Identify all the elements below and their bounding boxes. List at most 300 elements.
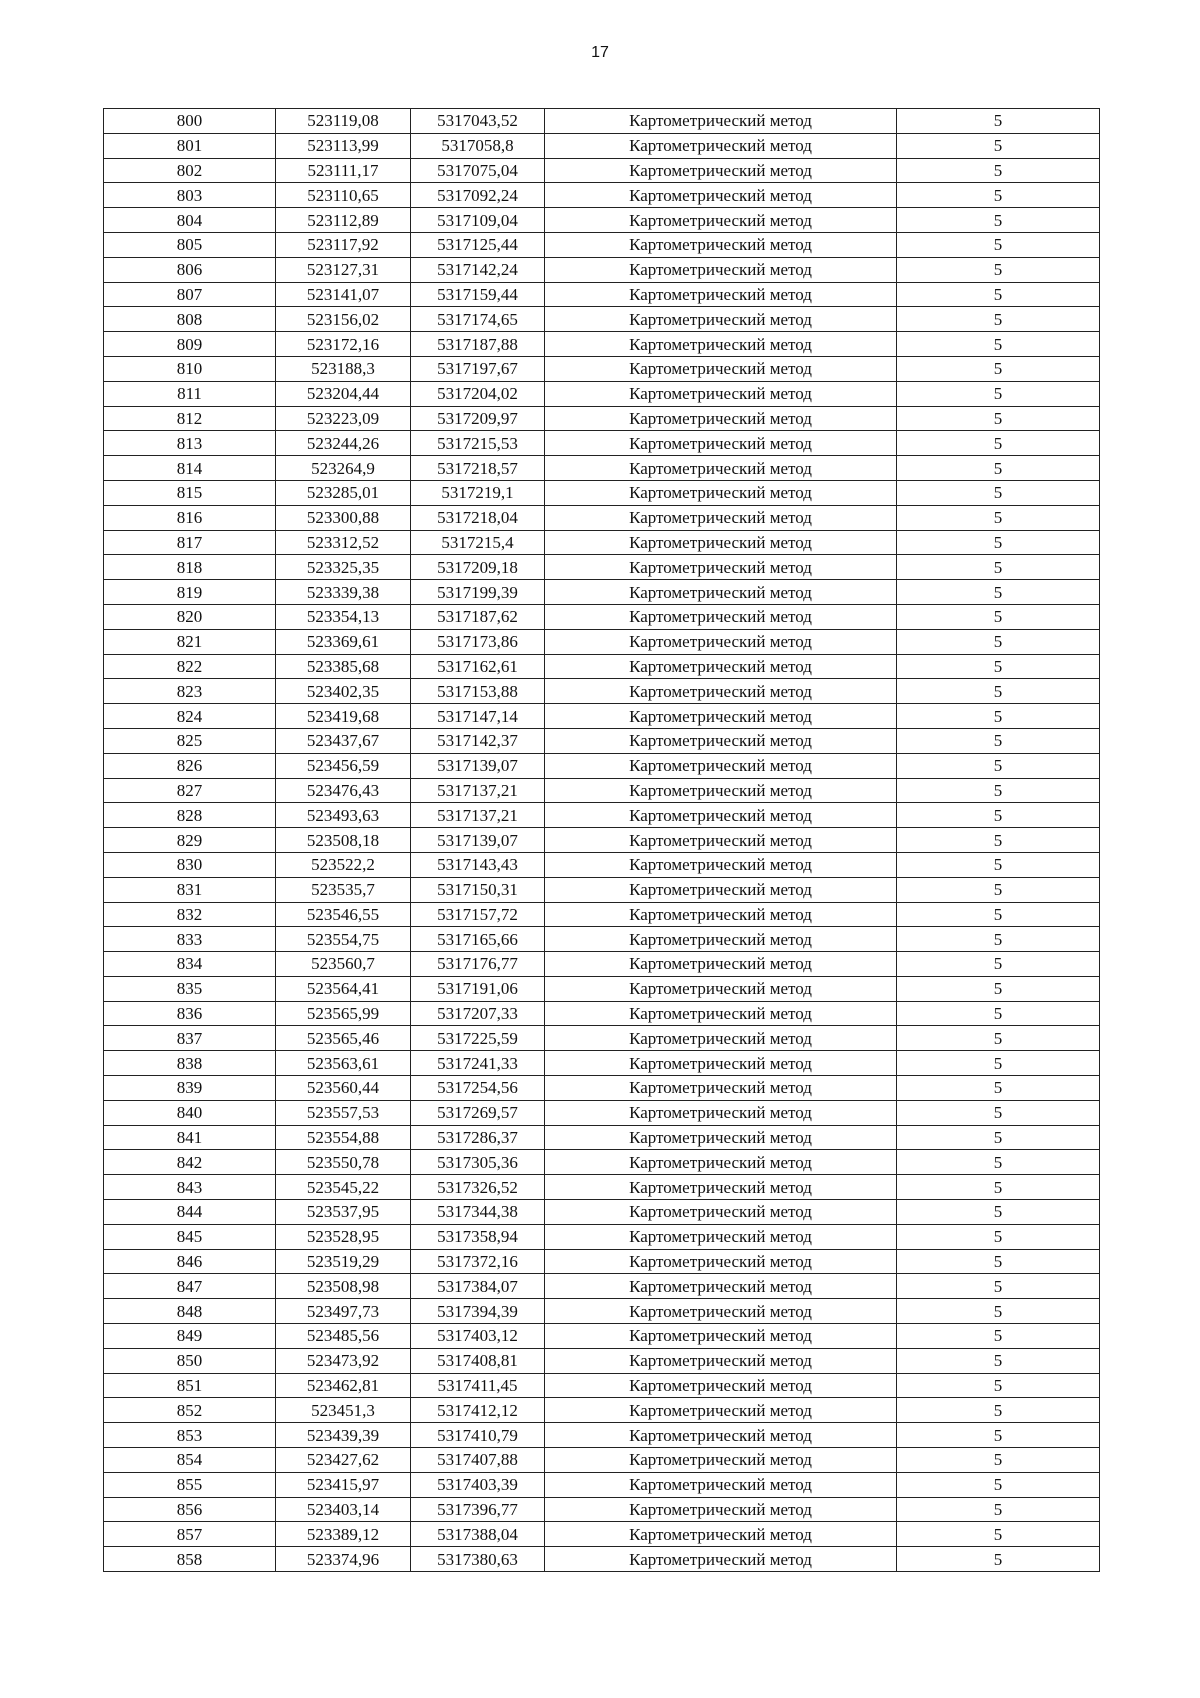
- table-row: [104, 109, 1100, 134]
- accuracy-cell: 5: [897, 753, 1100, 778]
- coordinate-x-cell: 523339,38: [276, 580, 411, 605]
- point-number-cell: 816: [104, 505, 276, 530]
- table-row: [104, 1175, 1100, 1200]
- coordinate-y-cell: 5317058,8: [411, 133, 545, 158]
- table-row: [104, 1001, 1100, 1026]
- accuracy-cell: 5: [897, 828, 1100, 853]
- coordinate-x-cell: 523473,92: [276, 1348, 411, 1373]
- coordinate-x-cell: 523528,95: [276, 1224, 411, 1249]
- coordinate-x-cell: 523354,13: [276, 604, 411, 629]
- coordinate-y-cell: 5317344,38: [411, 1200, 545, 1225]
- table-row: [104, 803, 1100, 828]
- table-row: [104, 1324, 1100, 1349]
- table-row: [104, 1125, 1100, 1150]
- coordinate-y-cell: 5317403,12: [411, 1324, 545, 1349]
- method-cell: Картометрический метод: [545, 852, 897, 877]
- coordinate-y-cell: 5317204,02: [411, 381, 545, 406]
- table-row: [104, 1423, 1100, 1448]
- table-row: [104, 406, 1100, 431]
- point-number-cell: 832: [104, 902, 276, 927]
- coordinate-x-cell: 523550,78: [276, 1150, 411, 1175]
- method-cell: Картометрический метод: [545, 604, 897, 629]
- method-cell: Картометрический метод: [545, 332, 897, 357]
- method-cell: Картометрический метод: [545, 381, 897, 406]
- coordinate-y-cell: 5317199,39: [411, 580, 545, 605]
- point-number-cell: 824: [104, 704, 276, 729]
- accuracy-cell: 5: [897, 232, 1100, 257]
- point-number-cell: 853: [104, 1423, 276, 1448]
- coordinate-x-cell: 523117,92: [276, 232, 411, 257]
- page-number: 17: [591, 44, 609, 61]
- coordinate-y-cell: 5317191,06: [411, 976, 545, 1001]
- coordinate-y-cell: 5317153,88: [411, 679, 545, 704]
- accuracy-cell: 5: [897, 456, 1100, 481]
- table-row: [104, 381, 1100, 406]
- accuracy-cell: 5: [897, 381, 1100, 406]
- table-row: [104, 133, 1100, 158]
- method-cell: Картометрический метод: [545, 704, 897, 729]
- accuracy-cell: 5: [897, 679, 1100, 704]
- table-row: [104, 1274, 1100, 1299]
- coordinate-x-cell: 523439,39: [276, 1423, 411, 1448]
- method-cell: Картометрический метод: [545, 133, 897, 158]
- method-cell: Картометрический метод: [545, 1076, 897, 1101]
- coordinate-y-cell: 5317142,37: [411, 728, 545, 753]
- table-row: [104, 1348, 1100, 1373]
- coordinate-x-cell: 523127,31: [276, 257, 411, 282]
- method-cell: Картометрический метод: [545, 1348, 897, 1373]
- table-row: [104, 604, 1100, 629]
- coordinate-x-cell: 523312,52: [276, 530, 411, 555]
- accuracy-cell: 5: [897, 902, 1100, 927]
- coordinate-x-cell: 523188,3: [276, 356, 411, 381]
- point-number-cell: 809: [104, 332, 276, 357]
- coordinate-x-cell: 523403,14: [276, 1497, 411, 1522]
- coordinate-x-cell: 523557,53: [276, 1100, 411, 1125]
- point-number-cell: 822: [104, 654, 276, 679]
- coordinate-x-cell: 523112,89: [276, 208, 411, 233]
- coordinate-x-cell: 523462,81: [276, 1373, 411, 1398]
- coordinate-x-cell: 523110,65: [276, 183, 411, 208]
- accuracy-cell: 5: [897, 1125, 1100, 1150]
- coordinate-y-cell: 5317139,07: [411, 828, 545, 853]
- point-number-cell: 827: [104, 778, 276, 803]
- coordinate-x-cell: 523545,22: [276, 1175, 411, 1200]
- coordinate-x-cell: 523389,12: [276, 1522, 411, 1547]
- accuracy-cell: 5: [897, 1497, 1100, 1522]
- coordinate-y-cell: 5317384,07: [411, 1274, 545, 1299]
- coordinate-y-cell: 5317139,07: [411, 753, 545, 778]
- accuracy-cell: 5: [897, 406, 1100, 431]
- coordinate-x-cell: 523451,3: [276, 1398, 411, 1423]
- coordinate-x-cell: 523560,7: [276, 952, 411, 977]
- table-row: [104, 1472, 1100, 1497]
- point-number-cell: 819: [104, 580, 276, 605]
- method-cell: Картометрический метод: [545, 456, 897, 481]
- table-row: [104, 456, 1100, 481]
- point-number-cell: 849: [104, 1324, 276, 1349]
- method-cell: Картометрический метод: [545, 183, 897, 208]
- point-number-cell: 838: [104, 1051, 276, 1076]
- method-cell: Картометрический метод: [545, 580, 897, 605]
- point-number-cell: 855: [104, 1472, 276, 1497]
- coordinate-x-cell: 523204,44: [276, 381, 411, 406]
- coordinate-y-cell: 5317408,81: [411, 1348, 545, 1373]
- table-row: [104, 282, 1100, 307]
- method-cell: Картометрический метод: [545, 1398, 897, 1423]
- table-row: [104, 356, 1100, 381]
- method-cell: Картометрический метод: [545, 654, 897, 679]
- coordinate-y-cell: 5317218,57: [411, 456, 545, 481]
- coordinate-x-cell: 523325,35: [276, 555, 411, 580]
- method-cell: Картометрический метод: [545, 1001, 897, 1026]
- accuracy-cell: 5: [897, 257, 1100, 282]
- coordinate-x-cell: 523546,55: [276, 902, 411, 927]
- method-cell: Картометрический метод: [545, 927, 897, 952]
- coordinate-x-cell: 523223,09: [276, 406, 411, 431]
- coordinate-y-cell: 5317410,79: [411, 1423, 545, 1448]
- coordinate-y-cell: 5317187,62: [411, 604, 545, 629]
- table-row: [104, 555, 1100, 580]
- point-number-cell: 814: [104, 456, 276, 481]
- table-row: [104, 208, 1100, 233]
- method-cell: Картометрический метод: [545, 803, 897, 828]
- point-number-cell: 806: [104, 257, 276, 282]
- table-row: [104, 778, 1100, 803]
- point-number-cell: 836: [104, 1001, 276, 1026]
- method-cell: Картометрический метод: [545, 877, 897, 902]
- coordinate-x-cell: 523156,02: [276, 307, 411, 332]
- method-cell: Картометрический метод: [545, 1051, 897, 1076]
- coordinate-x-cell: 523119,08: [276, 109, 411, 134]
- coordinate-y-cell: 5317165,66: [411, 927, 545, 952]
- point-number-cell: 826: [104, 753, 276, 778]
- accuracy-cell: 5: [897, 133, 1100, 158]
- coordinate-x-cell: 523535,7: [276, 877, 411, 902]
- point-number-cell: 815: [104, 480, 276, 505]
- accuracy-cell: 5: [897, 1423, 1100, 1448]
- point-number-cell: 842: [104, 1150, 276, 1175]
- coordinate-y-cell: 5317162,61: [411, 654, 545, 679]
- coordinate-y-cell: 5317219,1: [411, 480, 545, 505]
- table-row: [104, 431, 1100, 456]
- method-cell: Картометрический метод: [545, 1299, 897, 1324]
- point-number-cell: 848: [104, 1299, 276, 1324]
- table-row: [104, 679, 1100, 704]
- coordinate-y-cell: 5317187,88: [411, 332, 545, 357]
- coordinate-x-cell: 523565,99: [276, 1001, 411, 1026]
- coordinate-x-cell: 523300,88: [276, 505, 411, 530]
- coordinate-x-cell: 523402,35: [276, 679, 411, 704]
- point-number-cell: 807: [104, 282, 276, 307]
- method-cell: Картометрический метод: [545, 1373, 897, 1398]
- coordinate-x-cell: 523285,01: [276, 480, 411, 505]
- table-row: [104, 852, 1100, 877]
- point-number-cell: 856: [104, 1497, 276, 1522]
- point-number-cell: 844: [104, 1200, 276, 1225]
- accuracy-cell: 5: [897, 778, 1100, 803]
- table-row: [104, 530, 1100, 555]
- point-number-cell: 810: [104, 356, 276, 381]
- coordinate-y-cell: 5317157,72: [411, 902, 545, 927]
- method-cell: Картометрический метод: [545, 1423, 897, 1448]
- point-number-cell: 847: [104, 1274, 276, 1299]
- coordinate-x-cell: 523141,07: [276, 282, 411, 307]
- coordinate-x-cell: 523476,43: [276, 778, 411, 803]
- point-number-cell: 857: [104, 1522, 276, 1547]
- table-row: [104, 1051, 1100, 1076]
- coordinate-y-cell: 5317215,4: [411, 530, 545, 555]
- coordinate-y-cell: 5317254,56: [411, 1076, 545, 1101]
- point-number-cell: 804: [104, 208, 276, 233]
- coordinate-x-cell: 523369,61: [276, 629, 411, 654]
- table-row: [104, 629, 1100, 654]
- table-row: [104, 1200, 1100, 1225]
- table-row: [104, 505, 1100, 530]
- coordinate-y-cell: 5317043,52: [411, 109, 545, 134]
- method-cell: Картометрический метод: [545, 1522, 897, 1547]
- coordinate-y-cell: 5317286,37: [411, 1125, 545, 1150]
- accuracy-cell: 5: [897, 307, 1100, 332]
- point-number-cell: 821: [104, 629, 276, 654]
- method-cell: Картометрический метод: [545, 952, 897, 977]
- coordinate-x-cell: 523522,2: [276, 852, 411, 877]
- method-cell: Картометрический метод: [545, 1150, 897, 1175]
- accuracy-cell: 5: [897, 1324, 1100, 1349]
- point-number-cell: 840: [104, 1100, 276, 1125]
- point-number-cell: 839: [104, 1076, 276, 1101]
- table-row: [104, 1497, 1100, 1522]
- coordinate-x-cell: 523554,75: [276, 927, 411, 952]
- coordinates-table-body: [104, 109, 1100, 1572]
- point-number-cell: 811: [104, 381, 276, 406]
- table-row: [104, 1522, 1100, 1547]
- coordinate-x-cell: 523264,9: [276, 456, 411, 481]
- point-number-cell: 830: [104, 852, 276, 877]
- method-cell: Картометрический метод: [545, 109, 897, 134]
- method-cell: Картометрический метод: [545, 555, 897, 580]
- accuracy-cell: 5: [897, 952, 1100, 977]
- coordinate-y-cell: 5317150,31: [411, 877, 545, 902]
- accuracy-cell: 5: [897, 183, 1100, 208]
- accuracy-cell: 5: [897, 604, 1100, 629]
- method-cell: Картометрический метод: [545, 1547, 897, 1572]
- coordinate-y-cell: 5317109,04: [411, 208, 545, 233]
- point-number-cell: 843: [104, 1175, 276, 1200]
- coordinate-y-cell: 5317207,33: [411, 1001, 545, 1026]
- point-number-cell: 854: [104, 1448, 276, 1473]
- accuracy-cell: 5: [897, 431, 1100, 456]
- table-row: [104, 902, 1100, 927]
- point-number-cell: 812: [104, 406, 276, 431]
- method-cell: Картометрический метод: [545, 1249, 897, 1274]
- method-cell: Картометрический метод: [545, 629, 897, 654]
- table-row: [104, 1249, 1100, 1274]
- method-cell: Картометрический метод: [545, 1224, 897, 1249]
- method-cell: Картометрический метод: [545, 728, 897, 753]
- accuracy-cell: 5: [897, 1472, 1100, 1497]
- coordinate-y-cell: 5317403,39: [411, 1472, 545, 1497]
- coordinate-y-cell: 5317326,52: [411, 1175, 545, 1200]
- coordinate-y-cell: 5317241,33: [411, 1051, 545, 1076]
- coordinate-y-cell: 5317305,36: [411, 1150, 545, 1175]
- coordinate-y-cell: 5317411,45: [411, 1373, 545, 1398]
- coordinate-x-cell: 523374,96: [276, 1547, 411, 1572]
- coordinate-y-cell: 5317075,04: [411, 158, 545, 183]
- coordinate-y-cell: 5317225,59: [411, 1026, 545, 1051]
- coordinate-x-cell: 523113,99: [276, 133, 411, 158]
- point-number-cell: 834: [104, 952, 276, 977]
- method-cell: Картометрический метод: [545, 753, 897, 778]
- point-number-cell: 828: [104, 803, 276, 828]
- point-number-cell: 851: [104, 1373, 276, 1398]
- accuracy-cell: 5: [897, 530, 1100, 555]
- accuracy-cell: 5: [897, 356, 1100, 381]
- table-row: [104, 1299, 1100, 1324]
- point-number-cell: 817: [104, 530, 276, 555]
- coordinate-y-cell: 5317372,16: [411, 1249, 545, 1274]
- coordinate-y-cell: 5317209,97: [411, 406, 545, 431]
- table-row: [104, 877, 1100, 902]
- accuracy-cell: 5: [897, 282, 1100, 307]
- point-number-cell: 825: [104, 728, 276, 753]
- method-cell: Картометрический метод: [545, 1324, 897, 1349]
- coordinate-x-cell: 523456,59: [276, 753, 411, 778]
- coordinate-y-cell: 5317092,24: [411, 183, 545, 208]
- table-row: [104, 828, 1100, 853]
- accuracy-cell: 5: [897, 1001, 1100, 1026]
- accuracy-cell: 5: [897, 1398, 1100, 1423]
- coordinate-x-cell: 523427,62: [276, 1448, 411, 1473]
- coordinate-x-cell: 523554,88: [276, 1125, 411, 1150]
- coordinate-y-cell: 5317197,67: [411, 356, 545, 381]
- accuracy-cell: 5: [897, 1051, 1100, 1076]
- table-row: [104, 1076, 1100, 1101]
- accuracy-cell: 5: [897, 704, 1100, 729]
- point-number-cell: 820: [104, 604, 276, 629]
- accuracy-cell: 5: [897, 1026, 1100, 1051]
- coordinate-y-cell: 5317137,21: [411, 803, 545, 828]
- method-cell: Картометрический метод: [545, 679, 897, 704]
- table-row: [104, 952, 1100, 977]
- method-cell: Картометрический метод: [545, 1175, 897, 1200]
- method-cell: Картометрический метод: [545, 1472, 897, 1497]
- coordinate-y-cell: 5317407,88: [411, 1448, 545, 1473]
- point-number-cell: 801: [104, 133, 276, 158]
- method-cell: Картометрический метод: [545, 530, 897, 555]
- accuracy-cell: 5: [897, 1522, 1100, 1547]
- table-row: [104, 1026, 1100, 1051]
- coordinate-y-cell: 5317218,04: [411, 505, 545, 530]
- table-row: [104, 257, 1100, 282]
- point-number-cell: 831: [104, 877, 276, 902]
- accuracy-cell: 5: [897, 803, 1100, 828]
- point-number-cell: 803: [104, 183, 276, 208]
- accuracy-cell: 5: [897, 1249, 1100, 1274]
- method-cell: Картометрический метод: [545, 282, 897, 307]
- coordinate-y-cell: 5317394,39: [411, 1299, 545, 1324]
- coordinate-x-cell: 523111,17: [276, 158, 411, 183]
- coordinate-x-cell: 523537,95: [276, 1200, 411, 1225]
- accuracy-cell: 5: [897, 1547, 1100, 1572]
- coordinate-y-cell: 5317380,63: [411, 1547, 545, 1572]
- method-cell: Картометрический метод: [545, 828, 897, 853]
- table-row: [104, 1373, 1100, 1398]
- method-cell: Картометрический метод: [545, 505, 897, 530]
- coordinate-x-cell: 523493,63: [276, 803, 411, 828]
- accuracy-cell: 5: [897, 654, 1100, 679]
- accuracy-cell: 5: [897, 976, 1100, 1001]
- method-cell: Картометрический метод: [545, 307, 897, 332]
- table-row: [104, 332, 1100, 357]
- method-cell: Картометрический метод: [545, 406, 897, 431]
- accuracy-cell: 5: [897, 555, 1100, 580]
- table-row: [104, 158, 1100, 183]
- coordinate-x-cell: 523519,29: [276, 1249, 411, 1274]
- coordinate-x-cell: 523385,68: [276, 654, 411, 679]
- point-number-cell: 833: [104, 927, 276, 952]
- accuracy-cell: 5: [897, 1175, 1100, 1200]
- coordinate-y-cell: 5317396,77: [411, 1497, 545, 1522]
- table-row: [104, 183, 1100, 208]
- table-row: [104, 307, 1100, 332]
- coordinate-y-cell: 5317125,44: [411, 232, 545, 257]
- coordinate-y-cell: 5317173,86: [411, 629, 545, 654]
- accuracy-cell: 5: [897, 109, 1100, 134]
- point-number-cell: 835: [104, 976, 276, 1001]
- coordinate-x-cell: 523419,68: [276, 704, 411, 729]
- coordinate-x-cell: 523415,97: [276, 1472, 411, 1497]
- accuracy-cell: 5: [897, 728, 1100, 753]
- coordinate-y-cell: 5317215,53: [411, 431, 545, 456]
- coordinate-x-cell: 523560,44: [276, 1076, 411, 1101]
- method-cell: Картометрический метод: [545, 1448, 897, 1473]
- accuracy-cell: 5: [897, 877, 1100, 902]
- point-number-cell: 837: [104, 1026, 276, 1051]
- method-cell: Картометрический метод: [545, 232, 897, 257]
- point-number-cell: 813: [104, 431, 276, 456]
- table-row: [104, 580, 1100, 605]
- method-cell: Картометрический метод: [545, 158, 897, 183]
- method-cell: Картометрический метод: [545, 976, 897, 1001]
- coordinates-table: [103, 108, 1100, 1572]
- accuracy-cell: 5: [897, 1076, 1100, 1101]
- table-row: [104, 728, 1100, 753]
- coordinate-y-cell: 5317147,14: [411, 704, 545, 729]
- point-number-cell: 800: [104, 109, 276, 134]
- coordinate-y-cell: 5317142,24: [411, 257, 545, 282]
- table-row: [104, 232, 1100, 257]
- accuracy-cell: 5: [897, 1274, 1100, 1299]
- method-cell: Картометрический метод: [545, 480, 897, 505]
- method-cell: Картометрический метод: [545, 1125, 897, 1150]
- coordinate-x-cell: 523485,56: [276, 1324, 411, 1349]
- point-number-cell: 846: [104, 1249, 276, 1274]
- table-row: [104, 704, 1100, 729]
- coordinate-x-cell: 523244,26: [276, 431, 411, 456]
- method-cell: Картометрический метод: [545, 902, 897, 927]
- coordinate-x-cell: 523508,98: [276, 1274, 411, 1299]
- table-row: [104, 753, 1100, 778]
- accuracy-cell: 5: [897, 1448, 1100, 1473]
- accuracy-cell: 5: [897, 158, 1100, 183]
- accuracy-cell: 5: [897, 480, 1100, 505]
- coordinate-x-cell: 523508,18: [276, 828, 411, 853]
- method-cell: Картометрический метод: [545, 1200, 897, 1225]
- table-row: [104, 654, 1100, 679]
- coordinate-y-cell: 5317176,77: [411, 952, 545, 977]
- coordinate-y-cell: 5317388,04: [411, 1522, 545, 1547]
